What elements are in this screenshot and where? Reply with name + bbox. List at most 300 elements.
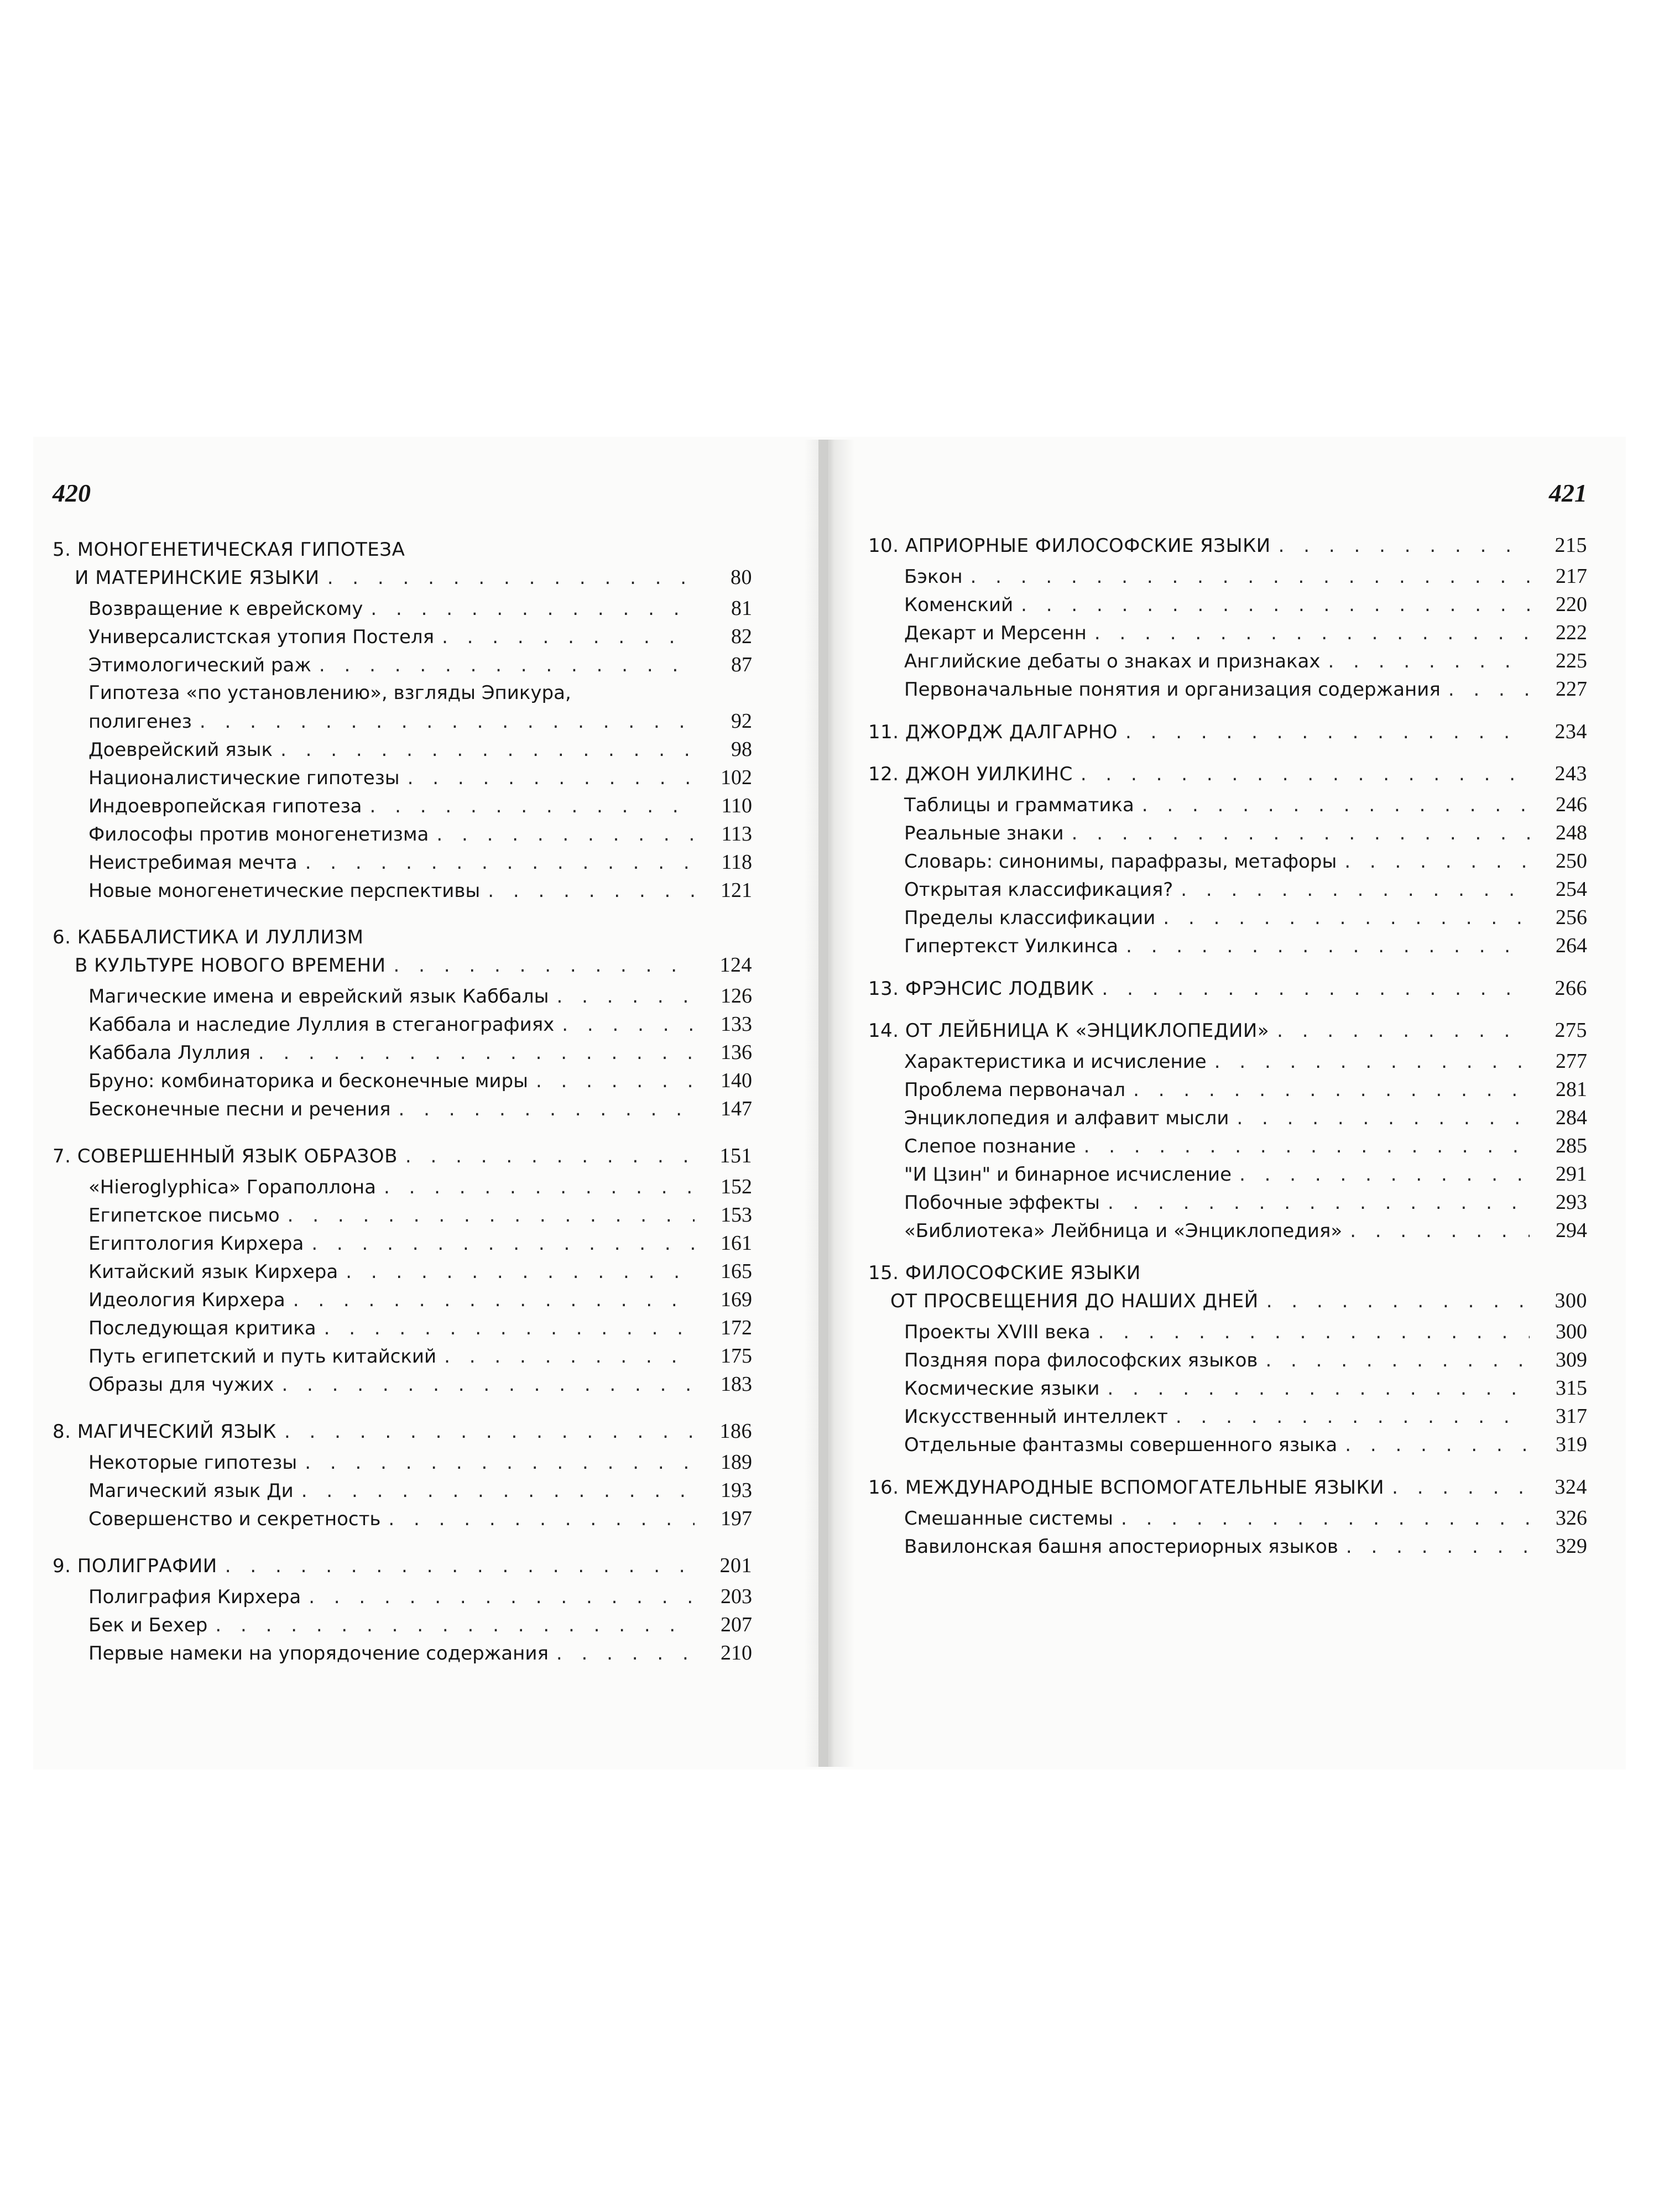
section-list [53,594,752,905]
section-page-number: 319 [1556,1433,1587,1456]
list-item [904,1431,1587,1459]
section-page-number: 175 [721,1344,752,1368]
section-title: Энциклопедия и алфавит мысли [904,1107,1229,1129]
chapter-title-row [53,924,752,951]
chapter-number: 13. [868,978,899,1000]
dot-leader [1102,975,1530,1003]
list-item [88,623,752,651]
section-title: Философы против моногенетизма [88,823,429,846]
chapter-title-line [868,1474,1384,1501]
section-list [53,1448,752,1533]
dot-leader [1081,760,1530,788]
chapter-page-number: 124 [719,953,752,977]
chapter-heading [868,531,1587,559]
dot-leader [1214,1048,1530,1076]
list-item [88,1095,752,1123]
section-title: "И Цзин" и бинарное исчисление [904,1164,1232,1186]
list-item [88,1258,752,1286]
section-list [868,562,1587,703]
section-title: Последующая критика [88,1317,316,1339]
dot-leader [1279,532,1530,560]
section-page-number: 126 [721,984,752,1008]
list-item [88,1010,752,1039]
dot-leader [225,1552,695,1580]
chapter-page-number: 215 [1554,534,1587,557]
dot-leader [301,1477,695,1505]
dot-leader [215,1611,695,1640]
chapter-title-text: ОТ ЛЕЙБНИЦА К «ЭНЦИКЛОПЕДИИ» [905,1020,1270,1042]
section-title: Декарт и Мерсенн [904,622,1087,644]
chapter-page-number: 275 [1554,1019,1587,1042]
section-page-number: 92 [731,709,752,733]
list-item [88,982,752,1010]
dot-leader [1142,791,1530,820]
list-item [88,1370,752,1399]
dot-leader [1239,1161,1530,1189]
chapter-title-line [53,536,405,564]
dot-leader [1277,1017,1530,1045]
gutter-shadow [818,440,828,1767]
dot-leader [319,651,695,680]
dot-leader [305,849,695,877]
section-page-number: 329 [1556,1535,1587,1558]
section-page-number: 153 [721,1203,752,1227]
dot-leader [371,595,695,623]
section-page-number: 81 [731,597,752,620]
section-page-number: 227 [1556,677,1587,701]
chapter-number: 9. [53,1555,71,1577]
section-title: Словарь: синонимы, парафразы, метафоры [904,851,1337,873]
dot-leader [1345,1431,1530,1459]
list-item [904,1076,1587,1104]
section-title: Проекты XVIII века [904,1321,1091,1343]
section-title: Неистребимая мечта [88,852,298,874]
section-page-number: 291 [1556,1162,1587,1186]
section-title: Полиграфия Кирхера [88,1586,301,1608]
list-item [904,1504,1587,1532]
dot-leader [971,563,1530,591]
section-title: Гипотеза «по установлению», взгляды Эпикура, [88,682,571,704]
dot-leader [258,1039,695,1067]
list-item [88,651,752,679]
dot-leader [1346,1533,1530,1561]
chapter-number: 8. [53,1421,71,1443]
section-title: «Библиотека» Лейбница и «Энциклопедия» [904,1220,1343,1242]
section-page-number: 121 [721,879,752,902]
section-page-number: 197 [721,1507,752,1530]
chapter-title-row [868,760,1587,787]
dot-leader [284,1418,695,1446]
book-gutter [805,440,854,1767]
section-title: Бек и Бехер [88,1614,208,1636]
section-title: Египтология Кирхера [88,1233,304,1255]
section-page-number: 140 [721,1069,752,1092]
section-page-number: 113 [721,822,752,846]
section-page-number: 102 [721,766,752,789]
list-item [904,591,1587,619]
dot-leader [288,1202,695,1230]
section-page-number: 210 [721,1641,752,1665]
chapter-title-row [53,1417,752,1445]
section-title: Некоторые гипотезы [88,1452,298,1474]
section-title: Гипертекст Уилкинса [904,935,1119,957]
dot-leader [1163,904,1530,932]
list-item [904,1132,1587,1160]
chapter-title-text: СОВЕРШЕННЫЙ ЯЗЫК ОБРАЗОВ [77,1145,398,1167]
dot-leader [200,708,695,736]
chapter-heading [868,974,1587,1002]
section-title: Доеврейский язык [88,739,273,761]
section-title: Открытая классификация? [904,879,1173,901]
section-page-number: 225 [1556,649,1587,672]
section-page-number: 189 [721,1451,752,1474]
section-page-number: 193 [721,1479,752,1502]
section-list [868,1318,1587,1459]
list-item [904,819,1587,847]
section-title: Таблицы и грамматика [904,794,1134,816]
section-page-number: 293 [1556,1191,1587,1214]
chapter-heading [868,718,1587,745]
chapter-title-line [868,760,1073,788]
section-page-number: 250 [1556,849,1587,873]
section-page-number: 207 [721,1613,752,1636]
section-page-number: 254 [1556,878,1587,901]
right-page [868,478,1587,1561]
section-page-number: 284 [1556,1106,1587,1129]
list-item [88,594,752,623]
chapter-title-row [868,1259,1587,1287]
section-title: Искусственный интеллект [904,1406,1168,1428]
list-item [88,1448,752,1477]
section-title: Отдельные фантазмы совершенного языка [904,1434,1338,1456]
list-item [88,1477,752,1505]
dot-leader [556,983,695,1011]
chapter-page-number: 243 [1554,762,1587,785]
dot-leader [293,1286,695,1314]
section-title: «Hieroglyphica» Гораполлона [88,1176,376,1198]
section-page-number: 281 [1556,1078,1587,1101]
dot-leader [1181,876,1530,904]
chapter-title-row [53,564,752,591]
chapter-title-line [868,532,1271,560]
section-title: полигенез [88,711,192,733]
dot-leader [281,1371,695,1399]
section-page-number: 300 [1556,1320,1587,1343]
chapter-title-row [53,951,752,979]
dot-leader [1021,591,1530,619]
chapter-title-row [868,531,1587,559]
chapter-number: 14. [868,1020,899,1042]
dot-leader [1176,1403,1530,1431]
list-item [904,1346,1587,1374]
section-title: Идеология Кирхера [88,1289,285,1311]
list-item [904,675,1587,703]
chapter-page-number: 324 [1554,1475,1587,1499]
list-item [904,1160,1587,1188]
dot-leader [1133,1076,1530,1104]
chapter-number: 16. [868,1477,899,1499]
dot-leader [324,1314,695,1343]
section-page-number: 136 [721,1041,752,1064]
section-list [53,982,752,1123]
chapter-page-number: 234 [1554,720,1587,743]
list-item [88,1173,752,1201]
section-title: Реальные знаки [904,822,1064,844]
dot-leader [370,792,695,821]
section-list [868,1047,1587,1245]
section-title: Коменский [904,594,1014,616]
chapter-heading [53,1142,752,1170]
chapter-number: 6. [53,926,71,948]
dot-leader [305,1449,695,1477]
table-of-contents [53,536,752,1667]
section-title: Магические имена и еврейский язык Каббалы [88,985,549,1008]
list-item [904,932,1587,960]
chapter-title-line [868,718,1118,746]
chapter-title-line [53,1142,398,1170]
chapter-title-text: ОТ ПРОСВЕЩЕНИЯ ДО НАШИХ ДНЕЙ [890,1290,1259,1312]
list-item [88,1611,752,1639]
dot-leader [1344,848,1530,876]
page-number: 420 [53,479,91,507]
chapter-title-row [53,1552,752,1579]
section-page-number: 256 [1556,906,1587,929]
section-page-number: 172 [721,1316,752,1339]
dot-leader [327,564,695,592]
chapter-page-number: 201 [719,1554,752,1577]
section-page-number: 277 [1556,1050,1587,1073]
chapter-heading [53,1552,752,1579]
section-title: Магический язык Ди [88,1480,294,1502]
section-list [868,791,1587,960]
section-title: Новые моногенетические перспективы [88,880,481,902]
chapter-heading [868,1016,1587,1044]
dot-leader [556,1640,695,1668]
chapter-heading [868,1473,1587,1501]
list-item [904,791,1587,819]
section-page-number: 317 [1556,1405,1587,1428]
dot-leader [1121,1505,1530,1533]
section-title: Путь египетский и путь китайский [88,1345,437,1368]
section-title: Универсалистская утопия Постеля [88,626,435,648]
section-title: Смешанные системы [904,1507,1113,1530]
chapter-title-text: МОНОГЕНЕТИЧЕСКАЯ ГИПОТЕЗА [77,539,405,561]
dot-leader [1107,1375,1530,1403]
chapter-number: 15. [868,1262,899,1284]
list-item [88,1039,752,1067]
chapter-title-row [868,1473,1587,1501]
chapter-title-text: АПРИОРНЫЕ ФИЛОСОФСКИЕ ЯЗЫКИ [905,535,1271,557]
section-page-number: 147 [721,1097,752,1120]
section-page-number: 118 [721,851,752,874]
section-page-number: 220 [1556,593,1587,616]
section-page-number: 246 [1556,793,1587,816]
section-page-number: 264 [1556,934,1587,957]
dot-leader [346,1258,695,1286]
section-page-number: 87 [731,653,752,676]
section-list [53,1173,752,1399]
section-title: Образы для чужих [88,1374,274,1396]
dot-leader [309,1583,695,1611]
dot-leader [488,877,695,905]
list-item [88,792,752,820]
dot-leader [311,1230,695,1258]
list-item [904,875,1587,904]
list-item [904,562,1587,591]
section-list [53,1583,752,1667]
dot-leader [408,764,695,792]
chapter-heading [53,1417,752,1445]
dot-leader [1108,1189,1530,1217]
chapter-page-number: 300 [1554,1289,1587,1312]
chapter-title-line [53,1418,276,1446]
chapter-heading [868,1259,1587,1314]
list-item [88,1286,752,1314]
chapter-page-number: 186 [719,1420,752,1443]
list-item [88,1229,752,1258]
list-item [904,1402,1587,1431]
dot-leader [1266,1287,1530,1315]
section-title: Бруно: комбинаторика и бесконечные миры [88,1070,528,1092]
list-item [904,1318,1587,1346]
section-page-number: 169 [721,1288,752,1311]
dot-leader [1448,676,1530,704]
section-page-number: 82 [731,625,752,648]
list-item [904,1532,1587,1561]
list-item [904,1047,1587,1076]
section-title: Совершенство и секретность [88,1508,381,1530]
section-page-number: 309 [1556,1348,1587,1371]
chapter-page-number: 80 [731,566,752,589]
section-page-number: 98 [731,738,752,761]
chapter-title-text: ФИЛОСОФСКИЕ ЯЗЫКИ [905,1262,1141,1284]
chapter-number: 5. [53,539,71,561]
list-item [904,847,1587,875]
section-page-number: 165 [721,1260,752,1283]
section-page-number: 203 [721,1585,752,1608]
list-item [88,1505,752,1533]
list-item [88,848,752,877]
section-title: Египетское письмо [88,1204,280,1227]
section-page-number: 161 [721,1232,752,1255]
list-item [88,735,752,764]
table-of-contents [868,531,1587,1561]
dot-leader [388,1505,695,1533]
list-item [88,877,752,905]
chapter-page-number: 151 [719,1144,752,1167]
chapter-title-text: ФРЭНСИС ЛОДВИК [905,978,1094,1000]
section-page-number: 222 [1556,621,1587,644]
dot-leader [436,821,695,849]
section-title: Первоначальные понятия и организация содержания [904,679,1441,701]
dot-leader [1328,648,1530,676]
page-number: 421 [1549,479,1587,507]
chapter-number: 12. [868,763,899,785]
section-title: Каббала Луллия [88,1042,251,1064]
list-item [88,1639,752,1667]
chapter-title-text: ДЖОРДЖ ДАЛГАРНО [905,721,1118,743]
dot-leader [394,952,695,979]
dot-leader [1094,619,1530,648]
list-item [904,1217,1587,1245]
section-title: Бэкон [904,566,963,588]
chapter-title-text: КАББАЛИСТИКА И ЛУЛЛИЗМ [77,926,364,948]
section-page-number: 110 [721,794,752,817]
list-item [88,707,752,735]
chapter-title-row [53,1142,752,1170]
section-title: Индоевропейская гипотеза [88,795,362,817]
chapter-title-text: ПОЛИГРАФИИ [77,1555,217,1577]
chapter-title-row [868,1287,1587,1314]
section-title: Побочные эффекты [904,1192,1100,1214]
chapter-title-row [868,718,1587,745]
chapter-title-line [53,1552,217,1580]
dot-leader [1072,820,1530,848]
list-item [904,904,1587,932]
dot-leader [442,623,695,651]
chapter-number: 11. [868,721,899,743]
section-title: Бесконечные песни и речения [88,1098,391,1120]
section-page-number: 133 [721,1013,752,1036]
chapter-heading [53,924,752,979]
dot-leader [405,1142,695,1170]
section-title: Первые намеки на упорядочение содержания [88,1642,549,1665]
list-item [904,1188,1587,1217]
chapter-title-row [868,974,1587,1002]
dot-leader [1125,718,1530,746]
section-page-number: 248 [1556,821,1587,844]
dot-leader [398,1095,695,1124]
section-title: Националистические гипотезы [88,767,400,789]
section-title: Слепое познание [904,1135,1076,1157]
dot-leader [536,1067,695,1095]
chapter-title-row [53,536,752,564]
chapter-title-line [868,1017,1269,1045]
dot-leader [1265,1347,1530,1375]
dot-leader [1098,1318,1530,1347]
dot-leader [1350,1217,1530,1245]
list-item [88,1201,752,1229]
section-title: Космические языки [904,1378,1100,1400]
section-title: Этимологический раж [88,654,311,676]
chapter-title-text: МАГИЧЕСКИЙ ЯЗЫК [77,1421,276,1443]
list-item [88,764,752,792]
section-page-number: 183 [721,1373,752,1396]
dot-leader [1392,1474,1530,1501]
section-title: Вавилонская башня апостериорных языков [904,1536,1338,1558]
section-title: Поздняя пора философских языков [904,1349,1258,1371]
dot-leader [280,736,695,764]
chapter-heading [868,760,1587,787]
section-title: Возвращение к еврейскому [88,598,363,620]
section-title: Каббала и наследие Луллия в стеганографиях [88,1014,555,1036]
chapter-title-line [868,975,1094,1003]
section-page-number: 294 [1556,1219,1587,1242]
chapter-page-number: 266 [1554,977,1587,1000]
section-title: Пределы классификации [904,907,1156,929]
list-item [904,619,1587,647]
chapter-title-line [868,1259,1141,1287]
section-page-number: 217 [1556,565,1587,588]
section-title: Английские дебаты о знаках и признаках [904,650,1321,672]
chapter-title-text: МЕЖДУНАРОДНЫЕ ВСПОМОГАТЕЛЬНЫЕ ЯЗЫКИ [905,1477,1385,1499]
chapter-heading [53,536,752,591]
list-item [88,1342,752,1370]
section-title: Китайский язык Кирхера [88,1261,338,1283]
chapter-title-text: ДЖОН УИЛКИНС [905,763,1073,785]
list-item [904,1104,1587,1132]
dot-leader [384,1173,695,1202]
